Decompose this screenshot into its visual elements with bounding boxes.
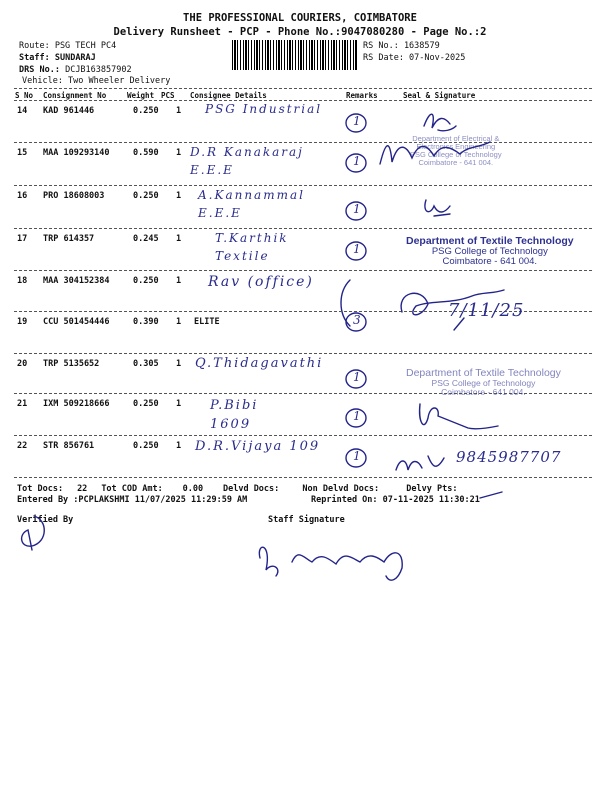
row-weight: 0.250: [133, 276, 159, 286]
col-consignee: Consignee Details: [190, 91, 267, 100]
remark-value: 3: [353, 313, 361, 327]
remark-value: 1: [353, 202, 361, 216]
row-pcs: 1: [176, 148, 182, 158]
verifier-signature: [14, 512, 54, 552]
row-sno: 16: [17, 191, 28, 201]
rs-date: RS Date: 07-Nov-2025: [363, 53, 466, 63]
row-sno: 22: [17, 441, 28, 451]
stamp-department: Department of Textile Technology: [406, 235, 574, 247]
row-pcs: 1: [176, 106, 182, 116]
row-weight: 0.250: [133, 106, 159, 116]
stamp-line: PSG College of Technology: [410, 149, 502, 159]
row-remark: [344, 368, 370, 390]
row-sno: 19: [17, 317, 28, 327]
row-weight: 0.390: [133, 317, 159, 327]
row-consignee-handwritten: D.R Kanakaraj E.E.E: [190, 145, 304, 177]
stamp-college: PSG College of Technology: [431, 378, 536, 389]
stamp-line: Coimbatore - 641 004.: [418, 157, 494, 167]
row-pcs: 1: [176, 441, 182, 451]
rs-number: RS No.: 1638579: [363, 41, 440, 51]
row-remark: [344, 447, 370, 469]
stamp-city: Coimbatore - 641 004.: [442, 255, 538, 267]
staff-label: Staff:: [19, 53, 50, 63]
stamp-line: Department of Electrical &: [412, 134, 500, 143]
tot-cod-label: Tot COD Amt:: [101, 484, 163, 494]
tot-cod-value: 0.00: [182, 484, 204, 494]
signature-row-22: [392, 448, 452, 478]
row-weight: 0.250: [133, 191, 159, 201]
row-sno: 20: [17, 359, 28, 369]
staff-line: [19, 53, 96, 63]
remark-value: 1: [353, 449, 361, 463]
col-seal-signature: Seal & Signature: [403, 91, 476, 100]
delivery-points-mark: [476, 486, 506, 506]
staff-signature-label: Staff Signature: [268, 515, 345, 525]
drs-label: DRS No.:: [19, 65, 60, 75]
row-pcs: 1: [176, 317, 182, 327]
delvd-docs-label: Delvd Docs:: [222, 484, 280, 494]
row-pcs: 1: [176, 191, 182, 201]
drs-number: DCJB163857902: [65, 65, 132, 75]
col-remarks: Remarks: [346, 91, 378, 100]
stamp-department: Department of Textile Technology: [406, 367, 561, 379]
row-consignment: PRO 18608003: [43, 191, 105, 201]
col-sno: S No: [15, 91, 34, 100]
row-consignment: IXM 509218666: [43, 399, 110, 409]
delvy-pts-label: Delvy Pts:: [406, 484, 458, 494]
row-consignment: TRP 5135652: [43, 359, 100, 369]
row-weight: 0.590: [133, 148, 159, 158]
handwritten-date: 7/11/25: [448, 300, 525, 321]
row-sno: 17: [17, 234, 28, 244]
row-weight: 0.250: [133, 399, 159, 409]
row-weight: 0.245: [133, 234, 159, 244]
row-sno: 18: [17, 276, 28, 286]
barcode: [232, 40, 358, 70]
row-consignee-handwritten: P.Bibi 1609: [210, 398, 259, 432]
remark-value: 1: [353, 242, 361, 256]
non-delvd-label: Non Delvd Docs:: [302, 484, 380, 494]
col-consignment: Consignment No: [43, 91, 107, 100]
signature-row-16: [420, 194, 460, 220]
row-consignee-handwritten: A.Kannammal E.E.E: [198, 188, 305, 220]
row-divider: [14, 477, 592, 478]
runsheet-subtitle: Delivery Runsheet - PCP - Phone No.:9047080280 - Page No.:2: [113, 26, 487, 38]
stamp-line: Electronics Engineering: [416, 141, 496, 151]
row-consignment: CCU 501454446: [43, 317, 110, 327]
row-sno: 15: [17, 148, 28, 158]
row-pcs: 1: [176, 276, 182, 286]
footer-totals: [17, 484, 457, 494]
row-consignee-handwritten: D.R.Vijaya 109: [195, 439, 321, 454]
tot-docs-label: Tot Docs:: [17, 484, 64, 494]
handwritten-phone: 9845987707: [456, 448, 562, 466]
row-divider: [14, 270, 592, 271]
row-remark: [344, 240, 370, 262]
stamp-college: PSG College of Technology: [431, 246, 548, 258]
row-remark: [344, 112, 370, 134]
row-consignment: MAA 304152384: [43, 276, 110, 286]
entered-by: Entered By :PCPLAKSHMI 11/07/2025 11:29:59 AM: [17, 495, 248, 505]
company-title: THE PROFESSIONAL COURIERS, COIMBATORE: [183, 12, 417, 24]
tot-docs-value: 22: [77, 484, 88, 494]
row-remark: [344, 311, 370, 333]
row-pcs: 1: [176, 234, 182, 244]
row-consignment: TRP 614357: [43, 234, 95, 244]
row-consignment: STR 856761: [43, 441, 95, 451]
route-text: Route: PSG TECH PC4: [19, 41, 117, 51]
textile-department-stamp: [406, 368, 561, 397]
row-divider: [14, 435, 592, 436]
staff-signature: [252, 528, 442, 588]
reprinted-on: Reprinted On: 07-11-2025 11:30:21: [311, 495, 480, 505]
row-consignee-handwritten: Q.Thidagavathi: [195, 356, 324, 371]
row-weight: 0.305: [133, 359, 159, 369]
row-consignee-handwritten: T.Karthik Textile: [215, 231, 289, 263]
row-weight: 0.250: [133, 441, 159, 451]
row-remark: [344, 407, 370, 429]
row-remark: [344, 200, 370, 222]
signature-row-21: [414, 398, 504, 438]
signature-row-15: [376, 132, 496, 172]
row-consignee-handwritten: Rav (office): [208, 274, 314, 290]
remark-value: 1: [353, 370, 361, 384]
header-top-rule: [14, 88, 592, 89]
remark-value: 1: [353, 114, 361, 128]
col-pcs: PCS: [161, 91, 175, 100]
row-consignment: KAD 961446: [43, 106, 95, 116]
row-consignment: MAA 109293140: [43, 148, 110, 158]
row-sno: 14: [17, 106, 28, 116]
row-divider: [14, 353, 592, 354]
remark-value: 1: [353, 154, 361, 168]
vehicle-text: Vehicle: Two Wheeler Delivery: [22, 76, 171, 86]
textile-department-stamp: [406, 236, 574, 267]
stamp-city: Coimbatore - 641 004.: [441, 386, 526, 397]
staff-name: SUNDARAJ: [54, 53, 96, 63]
row-pcs: 1: [176, 359, 182, 369]
row-consignee-handwritten: PSG Industrial: [205, 102, 323, 116]
col-weight: Weight: [127, 91, 155, 100]
row-sno: 21: [17, 399, 28, 409]
verified-by-label: Verified By: [17, 515, 74, 525]
row-remark: [344, 152, 370, 174]
row-consignee-details: ELITE: [194, 317, 220, 327]
row-pcs: 1: [176, 399, 182, 409]
drs-line: [19, 65, 132, 75]
remark-value: 1: [353, 409, 361, 423]
